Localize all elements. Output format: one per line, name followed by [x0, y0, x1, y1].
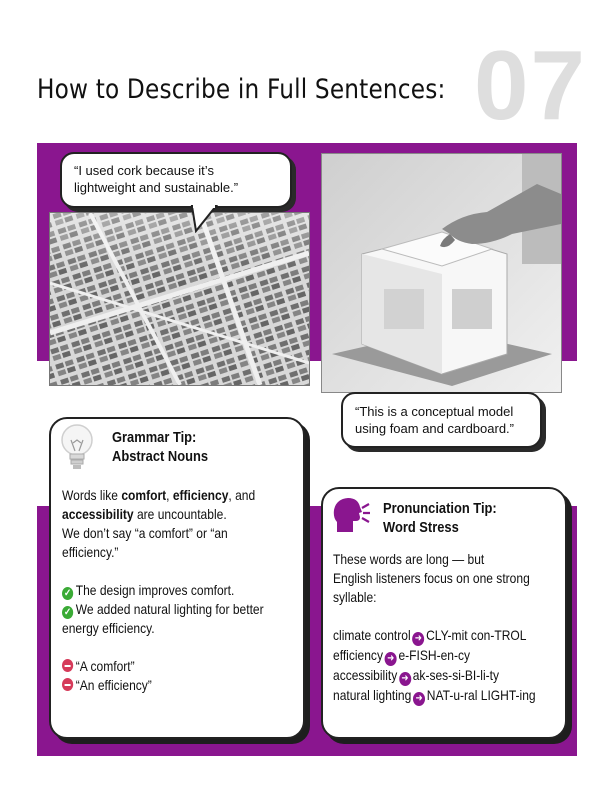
- incorrect-example-2: “An efficiency”: [62, 676, 264, 695]
- foam-model-photo: [321, 153, 562, 393]
- grammar-tip-body: [62, 486, 264, 695]
- lightbulb-icon: [58, 423, 96, 475]
- arrow-right-icon: ➜: [399, 672, 411, 686]
- check-icon: ✓: [63, 607, 72, 618]
- grammar-tip-subtitle: Abstract Nouns: [112, 448, 209, 465]
- correct-example-1: ✓ The design improves comfort.: [63, 582, 235, 599]
- correct-example-2: ✓ We added natural lighting for better: [63, 601, 264, 618]
- arrow-right-icon: ➜: [412, 632, 424, 646]
- grammar-intro-line-1: Words like comfort, efficiency, and: [62, 487, 256, 503]
- pronunciation-tip-heading: [383, 499, 497, 537]
- correct-example-2-cont: energy efficiency.: [62, 620, 155, 636]
- pronunciation-intro-2: English listeners focus on one strong: [333, 570, 530, 586]
- grammar-line-4: efficiency.”: [62, 544, 119, 560]
- foam-model-image: [322, 154, 561, 392]
- grammar-tip-title: Grammar Tip:: [112, 429, 197, 446]
- no-entry-icon: [62, 678, 73, 691]
- pronunciation-tip-subtitle: Word Stress: [383, 519, 459, 536]
- page-title: How to Describe in Full Sentences:: [37, 74, 446, 105]
- stress-row-natural-lighting: natural lighting ➜ NAT-u-ral LIGHT-ing: [333, 687, 536, 704]
- no-entry-icon: [62, 659, 73, 672]
- grammar-line-3: We don’t say “a comfort” or “an: [62, 525, 228, 541]
- model-quote-line-2: using foam and cardboard.”: [355, 421, 514, 436]
- word-accessibility: accessibility: [62, 506, 134, 522]
- grammar-intro-line-2: accessibility are uncountable.: [62, 506, 227, 522]
- incorrect-example-1: “A comfort”: [62, 657, 264, 676]
- page-number: 07: [474, 30, 588, 140]
- word-efficiency: efficiency: [172, 487, 229, 503]
- bubble-tail-cork: [190, 205, 220, 233]
- grammar-tip-heading: [112, 428, 208, 466]
- cork-quote-line-2: lightweight and sustainable.”: [74, 180, 239, 195]
- arrow-right-icon: ➜: [385, 652, 397, 666]
- stress-row-climate-control: climate control ➜ CLY-mit con-TROL: [333, 627, 527, 644]
- pronunciation-tip-body: [333, 550, 536, 706]
- stress-row-efficiency: efficiency ➜ e-FISH-en-cy: [333, 647, 471, 664]
- cork-quote-line-1: “I used cork because it’s: [74, 163, 214, 178]
- pronunciation-tip-title: Pronunciation Tip:: [383, 500, 497, 517]
- city-model-photo: [49, 212, 310, 386]
- pronunciation-intro-3: syllable:: [333, 589, 377, 605]
- model-quote-bubble: [341, 392, 542, 448]
- model-quote-line-1: “This is a conceptual model: [355, 404, 514, 419]
- word-comfort: comfort: [121, 487, 167, 503]
- speaking-head-icon: [331, 496, 371, 534]
- city-model-image: [50, 213, 309, 385]
- pronunciation-intro-1: These words are long — but: [333, 551, 485, 567]
- cork-quote-bubble: [60, 152, 292, 208]
- stress-row-accessibility: accessibility ➜ ak-ses-si-BI-li-ty: [333, 667, 500, 684]
- arrow-right-icon: ➜: [413, 692, 425, 706]
- check-icon: ✓: [63, 588, 72, 599]
